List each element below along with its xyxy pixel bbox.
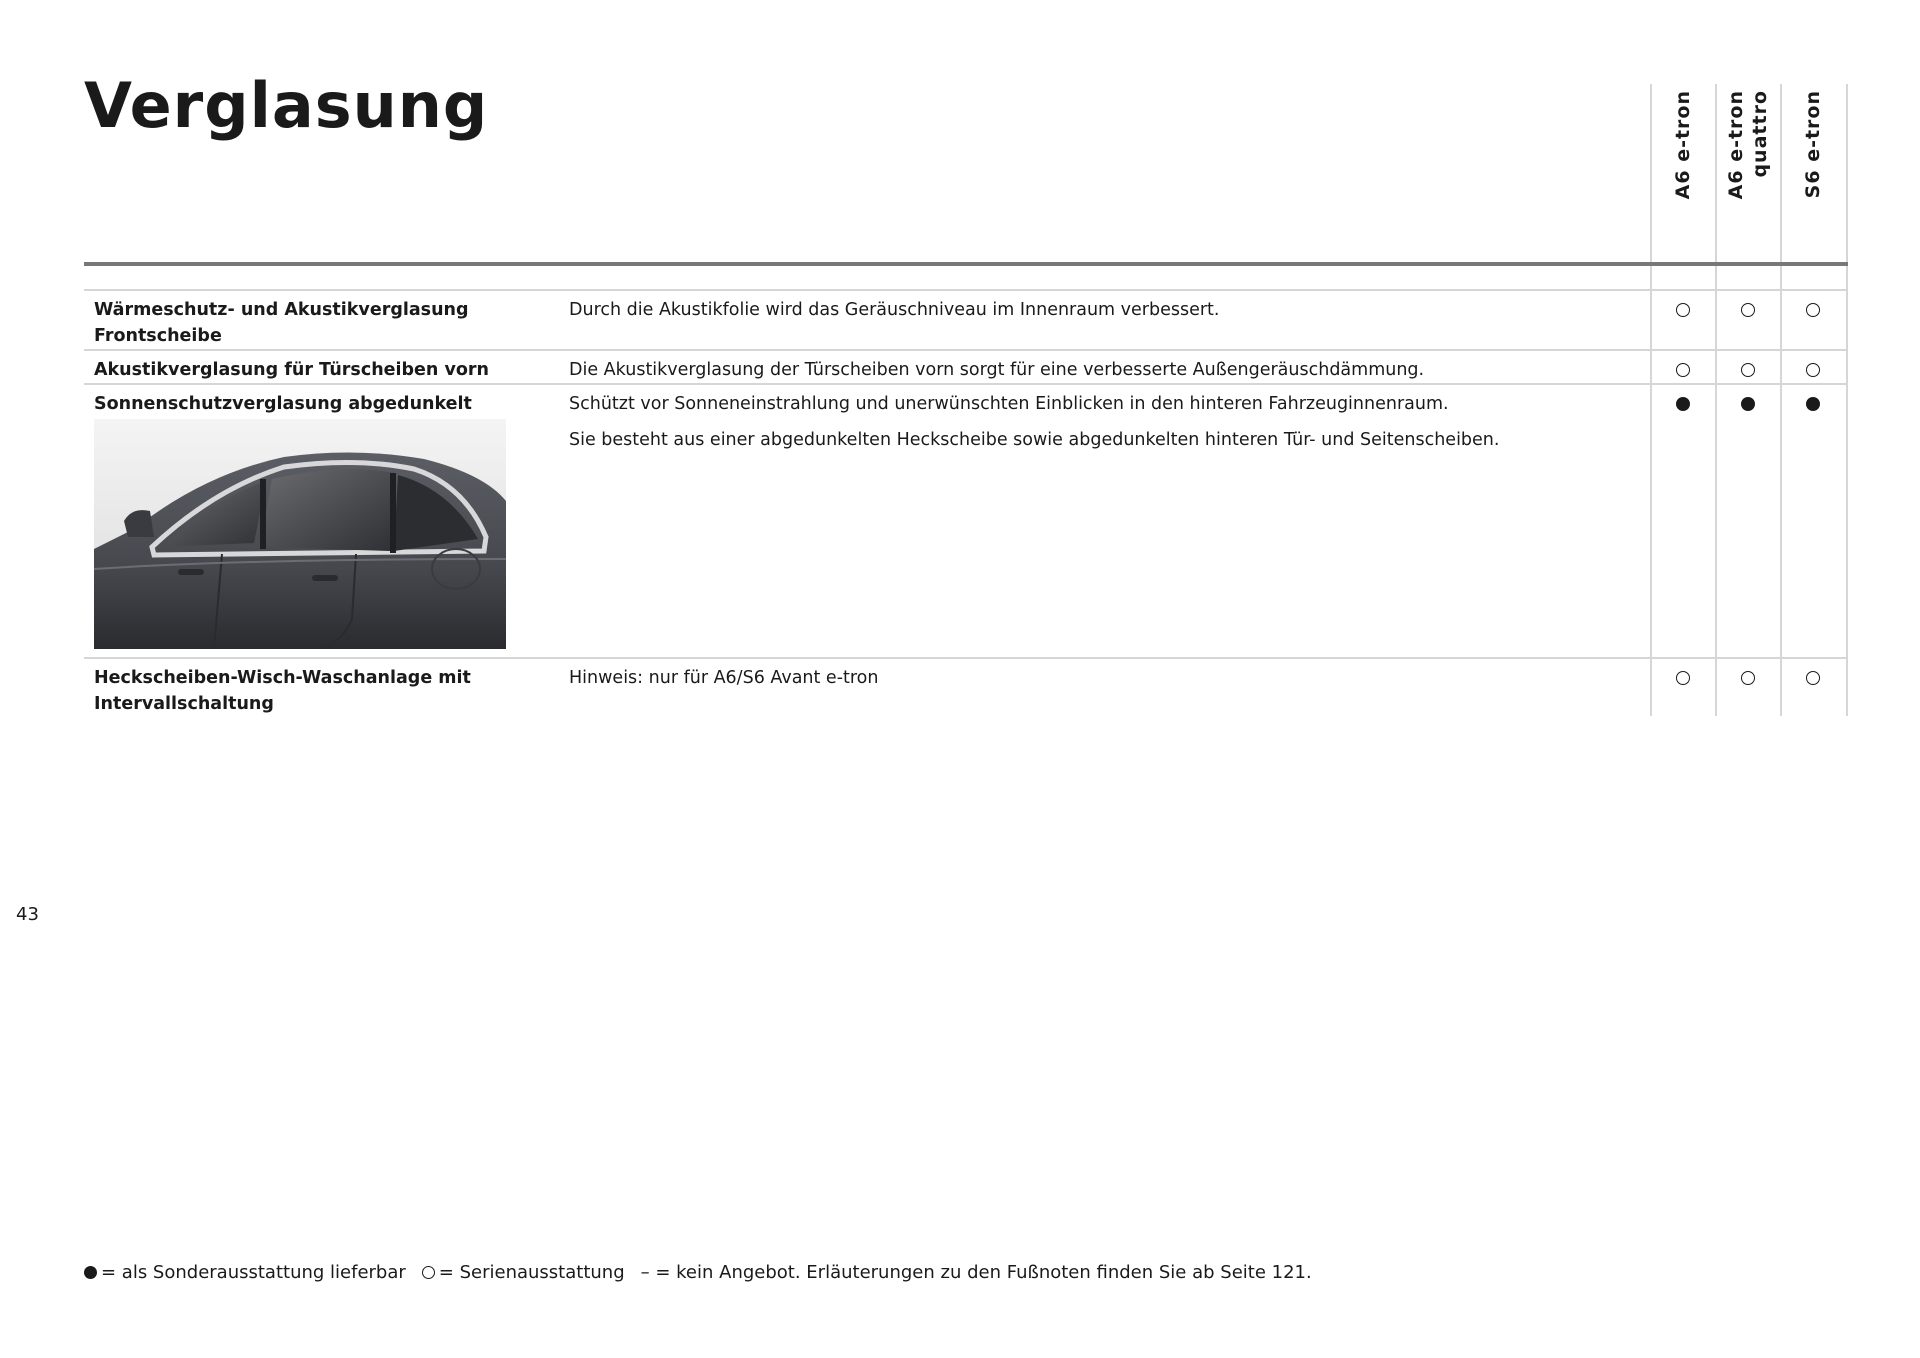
- table-row: [84, 657, 1848, 717]
- legend-standard: = Serienausstattung: [438, 1262, 625, 1283]
- feature-description: [569, 297, 1719, 333]
- availability-marker: [1741, 303, 1755, 317]
- page-title: Verglasung: [84, 69, 489, 142]
- car-window-image: [94, 419, 506, 649]
- legend-optional: = als Sonderausstattung lieferbar: [101, 1262, 406, 1283]
- feature-description: [569, 665, 1719, 701]
- availability-marker: [1806, 363, 1820, 377]
- availability-marker: [1806, 303, 1820, 317]
- feature-description: [569, 391, 1719, 463]
- model-header-s6-etron: [1781, 90, 1845, 260]
- table-row: [84, 383, 1848, 658]
- availability-marker: [1676, 397, 1690, 411]
- model-header-label: A6 e-tron: [1672, 90, 1694, 200]
- feature-name: Wärmeschutz- und Akustikverglasung Frontscheibe: [94, 300, 469, 346]
- availability-marker: [1741, 671, 1755, 685]
- empty-circle-icon: [422, 1266, 435, 1279]
- model-header-a6-etron: [1651, 90, 1715, 260]
- description-text: Hinweis: nur für A6/S6 Avant e-tron: [569, 668, 879, 688]
- availability-marker: [1676, 363, 1690, 377]
- table-row: [84, 349, 1848, 383]
- description-text: Durch die Akustikfolie wird das Geräuschniveau im Innenraum verbessert.: [569, 300, 1220, 320]
- page-number: 43: [16, 904, 39, 925]
- description-text: Schützt vor Sonneneinstrahlung und unerwünschten Einblicken in den hinteren Fahrzeuginnenraum.: [569, 394, 1449, 414]
- description-text: Die Akustikverglasung der Türscheiben vorn sorgt für eine verbesserte Außengeräuschdämmung.: [569, 360, 1425, 380]
- availability-marker: [1806, 671, 1820, 685]
- legend: [84, 1260, 1312, 1286]
- feature-name: Sonnenschutzverglasung abgedunkelt: [94, 394, 472, 414]
- legend-none: – = kein Angebot. Erläuterungen zu den Fußnoten finden Sie ab Seite 121.: [640, 1262, 1312, 1283]
- availability-marker: [1676, 671, 1690, 685]
- header-rule: [84, 262, 1848, 266]
- feature-name: Akustikverglasung für Türscheiben vorn: [94, 360, 489, 380]
- availability-marker: [1741, 397, 1755, 411]
- model-header-a6-etron-quattro: [1716, 90, 1780, 260]
- availability-marker: [1806, 397, 1820, 411]
- model-header-label: S6 e-tron: [1802, 90, 1824, 199]
- availability-marker: [1741, 363, 1755, 377]
- model-header-label: A6 e-tron quattro: [1725, 90, 1771, 200]
- description-text: Sie besteht aus einer abgedunkelten Heckscheibe sowie abgedunkelten hinteren Tür- und Seitenscheiben.: [569, 430, 1500, 450]
- feature-name: Heckscheiben-Wisch-Waschanlage mit Intervallschaltung: [94, 668, 471, 714]
- table-row: [84, 289, 1848, 349]
- availability-marker: [1676, 303, 1690, 317]
- filled-circle-icon: [84, 1266, 97, 1279]
